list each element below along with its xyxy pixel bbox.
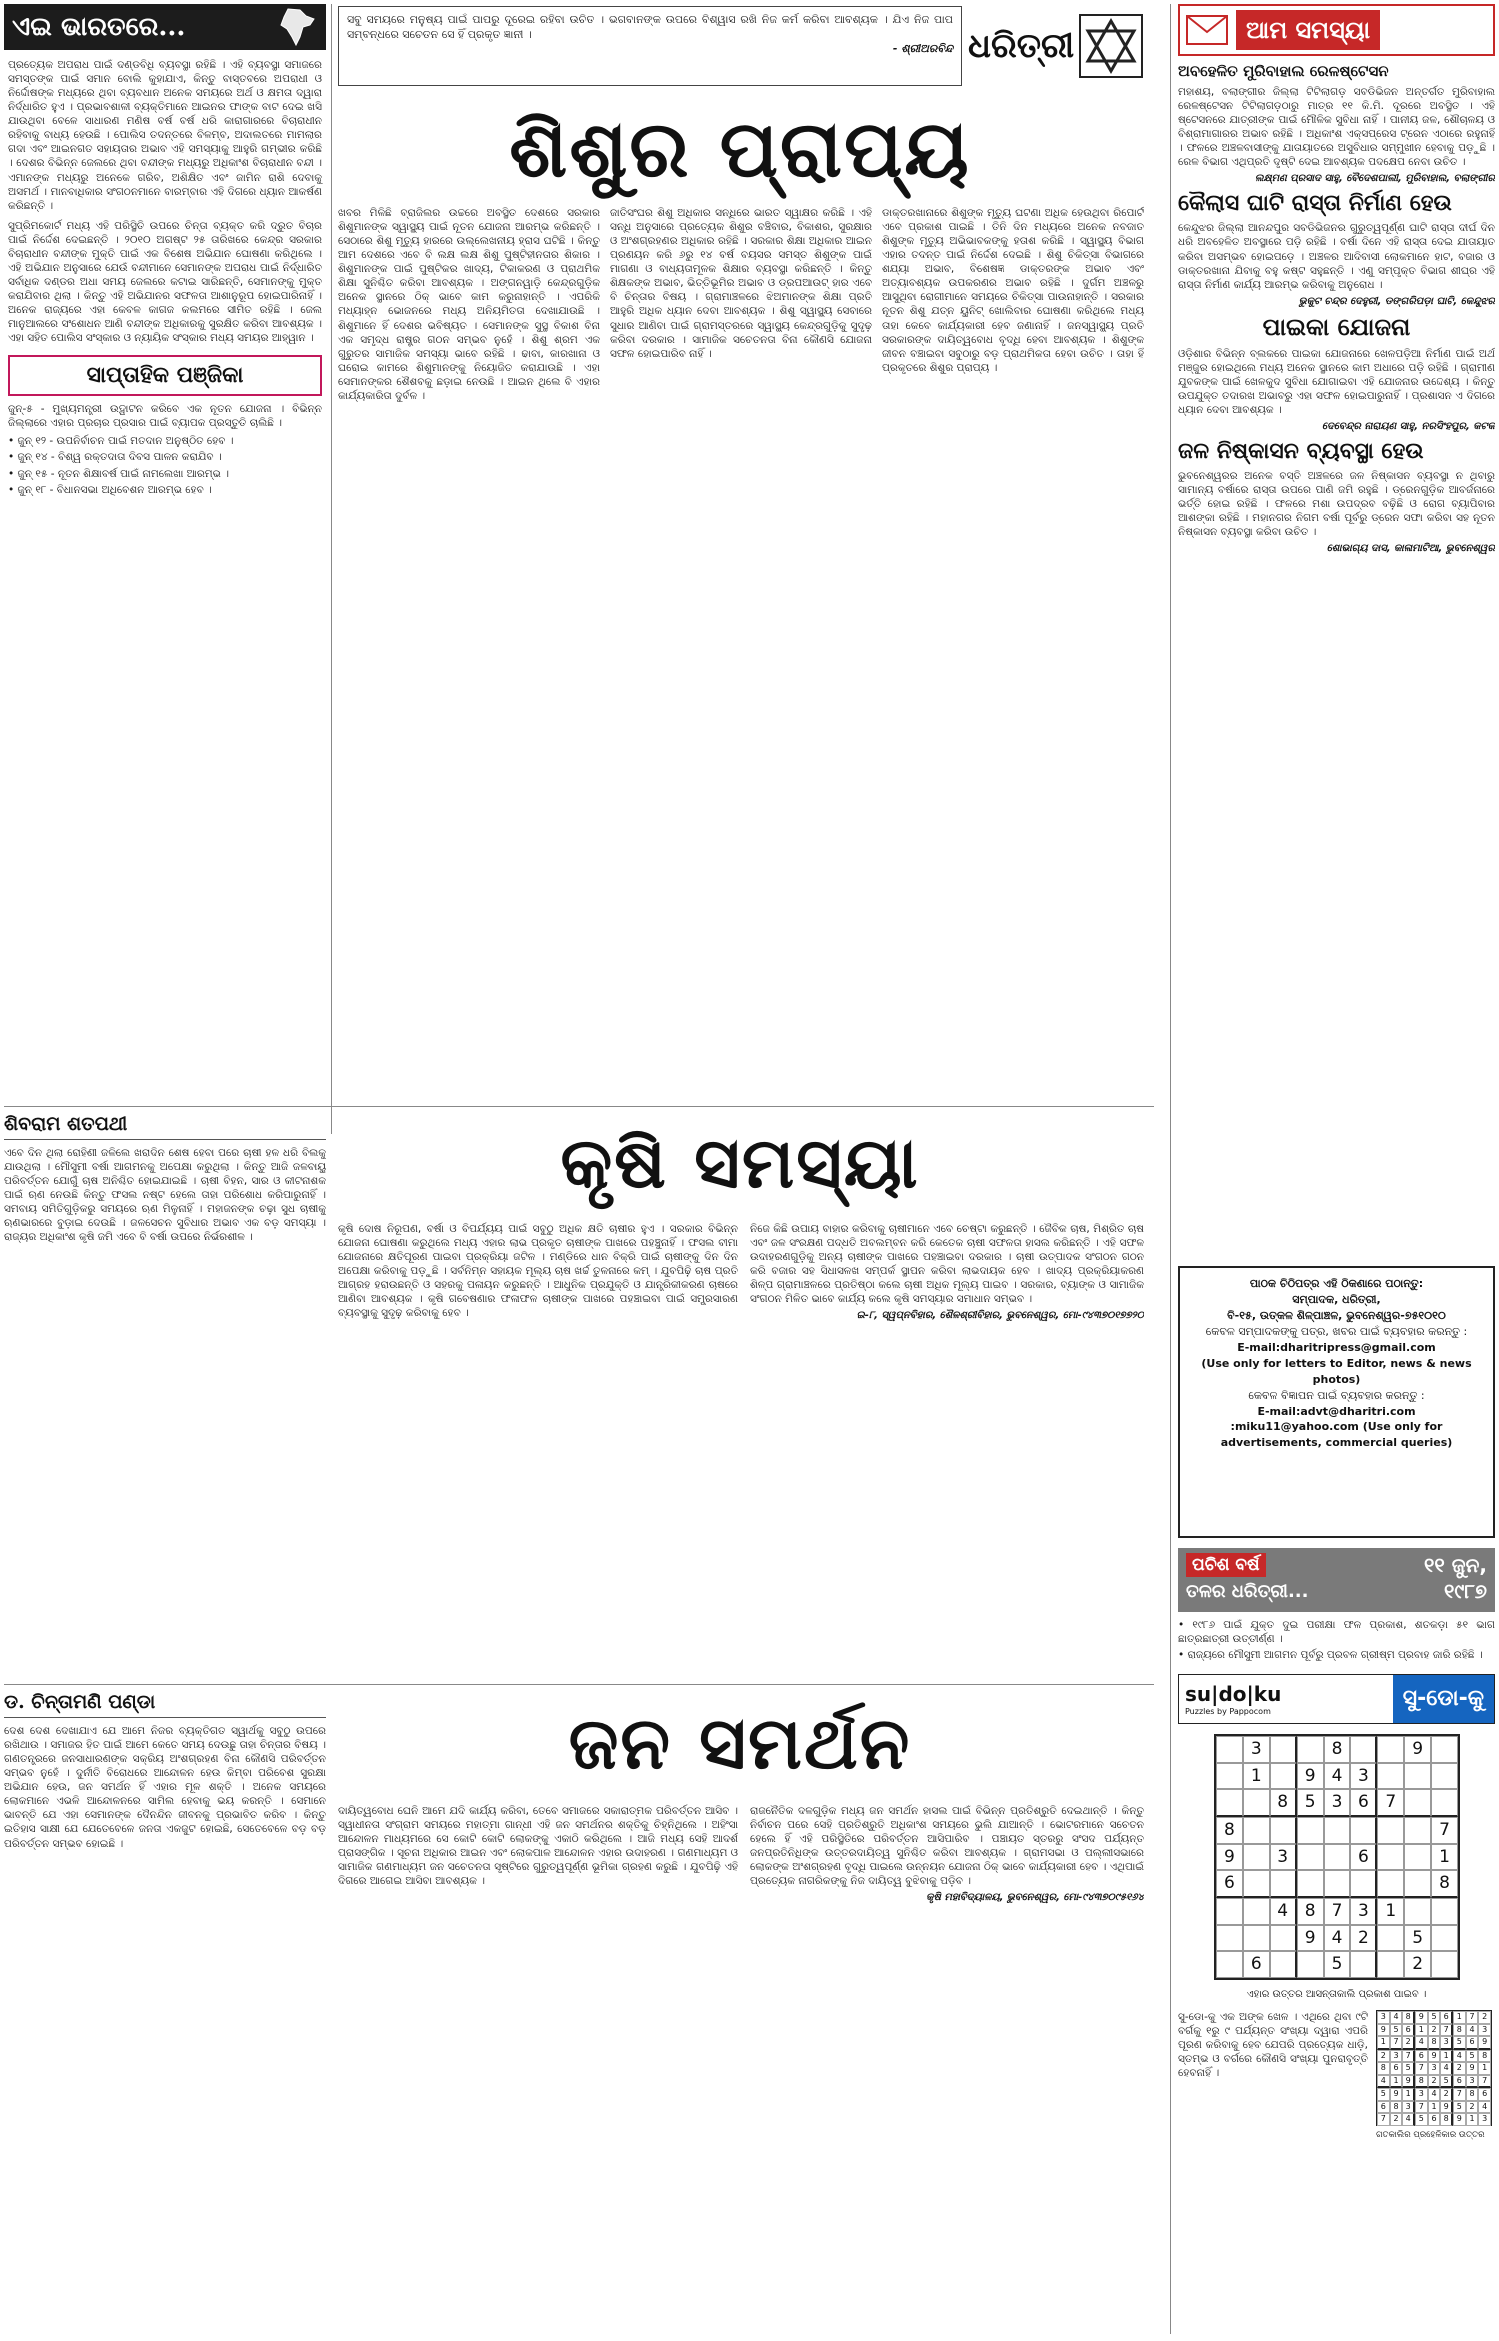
sudoku-cell [1297, 1736, 1324, 1763]
sudoku-cell: 3 [1350, 1763, 1377, 1790]
sudoku-solution-grid [1376, 2010, 1492, 2126]
sudoku-cell [1270, 1736, 1297, 1763]
sudoku-cell: 3 [1440, 2036, 1453, 2050]
sudoku-cell: 3 [1350, 1898, 1377, 1925]
sudoku-cell [1243, 1789, 1270, 1817]
sudoku-cell: 6 [1390, 2062, 1403, 2075]
sudoku-cell: 8 [1390, 2101, 1403, 2114]
sudoku-cell: 2 [1478, 2011, 1491, 2024]
sudoku-cell: 4 [1377, 2075, 1390, 2089]
sudoku-cell: 8 [1324, 1736, 1351, 1763]
sudoku-cell: 8 [1453, 2024, 1466, 2037]
left-header-title: ଏଇ ଭାରତରେ... [12, 11, 186, 42]
top-quote-text: ସବୁ ସମୟରେ ମନୁଷ୍ୟ ପାଇଁ ପାପରୁ ଦୂରେଇ ରହିବା ଉଚିତ । ଭଗବାନଙ୍କ ଉପରେ ବିଶ୍ୱାସ ରଖି ନିଜ କର୍ମ କରିବା ଆବଶ୍ୟକ । ଯିଏ ନିଜ ପାପ ସମ୍ବନ୍ଧରେ ସଚେତନ ସେ ହିଁ ପ୍ରକୃତ ଜ୍ଞାନୀ । [347, 13, 953, 41]
sudoku-cell: 7 [1478, 2075, 1491, 2089]
sudoku-cell: 1 [1466, 2113, 1479, 2126]
sudoku-cell: 7 [1466, 2011, 1479, 2024]
sudoku-cell [1243, 1870, 1270, 1898]
editorial-3-address: କୃଷି ମହାବିଦ୍ୟାଳୟ, ଭୁବନେଶ୍ୱର, ମୋ-୯୪୩୭୦୯୫୧୬୪ [926, 1892, 1144, 1904]
sudoku-cell: 9 [1390, 2088, 1403, 2101]
envelope-icon [1186, 15, 1228, 45]
sudoku-cell: 8 [1270, 1789, 1297, 1817]
sudoku-cell [1243, 1898, 1270, 1925]
sudoku-cell: 9 [1404, 1736, 1431, 1763]
sudoku-cell: 6 [1478, 2088, 1491, 2101]
sudoku-cell: 9 [1377, 2024, 1390, 2037]
sudoku-title-local: ସୁ-ଡୋ-କୁ [1393, 1675, 1494, 1723]
sudoku-cell [1377, 1844, 1404, 1871]
letter-sign: ଦେବେନ୍ଦ୍ର ନାରାୟଣ ସାହୁ, ନରସିଂହପୁର, କଟକ [1322, 420, 1495, 432]
sudoku-cell [1431, 1898, 1458, 1925]
aam-samasya-header [1178, 4, 1495, 56]
sudoku-cell: 3 [1324, 1789, 1351, 1817]
sudoku-cell [1431, 1951, 1458, 1978]
editorial-2-address: ଇ-୮, ସ୍ୱପ୍ନବିହାର, ଶୈଳଶ୍ରୀବିହାର, ଭୁବନେଶ୍ୱର, ମୋ-୯୪୩୭୦୧୭୭୨୦ [856, 1310, 1144, 1322]
sudoku-cell: 8 [1478, 2050, 1491, 2063]
letter-body: ଭୁବନେଶ୍ୱରର ଅନେକ ବସ୍ତି ଅଞ୍ଚଳରେ ଜଳ ନିଷ୍କାସନ ବ୍ୟବସ୍ଥା ନ ଥିବାରୁ ସାମାନ୍ୟ ବର୍ଷାରେ ରାସ୍ତା ଉପରେ ପାଣି ଜମି ରହୁଛି । ଡ୍ରେନଗୁଡ଼ିକ ଆବର୍ଜନାରେ ଭର୍ତ୍ତି ହୋଇ ରହିଛି । ଫଳରେ ମଶା ଉପଦ୍ରବ ବଢ଼ିଛି ଓ ରୋଗ ବ୍ୟାପିବାର ଆଶଙ୍କା ରହିଛି । ମହାନଗର ନିଗମ ବର୍ଷା ପୂର୍ବରୁ ଡ୍ରେନ ସଫା କରିବା ସହ ନୂତନ ନିଷ୍କାସନ ବ୍ୟବସ୍ଥା କରିବା ଉଚିତ । [1178, 470, 1495, 539]
sudoku-cell: 3 [1377, 2011, 1390, 2024]
sudoku-cell: 9 [1297, 1763, 1324, 1790]
panjika-intro: ଜୁନ୍-୫ - ମୁଖ୍ୟମନ୍ତ୍ରୀ ଉଦ୍ଘାଟନ କରିବେ ଏକ ନୂତନ ଯୋଜନା । ବିଭିନ୍ନ ଜିଲ୍ଲାରେ ଏହାର ପ୍ରଚାର ପ୍ରସାର ପାଇଁ ବ୍ୟାପକ ପ୍ରସ୍ତୁତି ଚାଲିଛି । [8, 403, 322, 430]
sudoku-cell: 6 [1415, 2050, 1428, 2063]
sudoku-cell: 5 [1466, 2050, 1479, 2063]
sudoku-cell: 7 [1440, 2024, 1453, 2037]
sudoku-cell [1243, 1844, 1270, 1871]
sudoku-cell: 6 [1402, 2024, 1415, 2037]
sudoku-cell: 8 [1428, 2036, 1441, 2050]
sudoku-cell: 2 [1390, 2113, 1403, 2126]
sudoku-cell: 3 [1270, 1844, 1297, 1871]
sudoku-cell: 3 [1243, 1736, 1270, 1763]
anniversary-item: • ରାଜ୍ୟରେ ମୌସୁମୀ ଆଗମନ ପୂର୍ବରୁ ପ୍ରବଳ ଗ୍ରୀଷ୍ମ ପ୍ରବାହ ଜାରି ରହିଛି । [1178, 1649, 1483, 1662]
sudoku-cell: 4 [1428, 2088, 1441, 2101]
sudoku-cell [1297, 1817, 1324, 1844]
sudoku-cell [1377, 1817, 1404, 1844]
sudoku-cell: 9 [1440, 2101, 1453, 2114]
sudoku-cell: 1 [1243, 1763, 1270, 1790]
contact-email[interactable]: :miku11@yahoo.com (Use only for advertisements, commercial queries) [1220, 1420, 1453, 1450]
editorial-3-author [4, 1690, 326, 1718]
sudoku-cell: 9 [1297, 1925, 1324, 1952]
sudoku-cell: 5 [1453, 2036, 1466, 2050]
sudoku-cell: 1 [1415, 2024, 1428, 2037]
sudoku-cell: 5 [1390, 2024, 1403, 2037]
sudoku-cell: 8 [1297, 1898, 1324, 1925]
editorial-3-col-c-wrap [750, 1804, 1144, 2334]
sudoku-cell [1243, 1925, 1270, 1952]
sudoku-cell: 2 [1453, 2062, 1466, 2075]
divider-right [1170, 4, 1171, 2334]
sudoku-cell [1404, 1763, 1431, 1790]
sudoku-cell: 8 [1216, 1817, 1243, 1844]
sudoku-cell [1377, 1763, 1404, 1790]
sudoku-cell: 7 [1415, 2101, 1428, 2114]
sudoku-cell [1297, 1951, 1324, 1978]
masthead-name: ଧରିତ୍ରୀ [968, 25, 1075, 66]
sudoku-cell: 3 [1478, 2113, 1491, 2126]
sudoku-cell [1324, 1817, 1351, 1844]
sudoku-cell: 2 [1350, 1925, 1377, 1952]
sudoku-cell: 1 [1431, 1844, 1458, 1871]
sudoku-header [1178, 1674, 1495, 1724]
sudoku-cell: 5 [1404, 1925, 1431, 1952]
sudoku-cell [1377, 1870, 1404, 1898]
contact-email[interactable]: E-mail:advt@dharitri.com [1257, 1404, 1416, 1418]
editorial-2-col-b: କୃଷି ଦୋଷ ନିରୂପଣ, ବର୍ଷା ଓ ବିପର୍ଯ୍ୟୟ ପାଇଁ ସବୁଠୁ ଅଧିକ କ୍ଷତି ଚାଷୀର ହୁଏ । ସରକାର ବିଭିନ୍ନ ଯୋଜନା ଘୋଷଣା କରୁଥିଲେ ମଧ୍ୟ ଏହାର ଲାଭ ପ୍ରକୃତ ଚାଷୀଙ୍କ ପାଖରେ ପହଞ୍ଚୁନାହିଁ । ଫସଲ ବୀମା ଯୋଜନାରେ କ୍ଷତିପୂରଣ ପାଇବା ପ୍ରକ୍ରିୟା ଜଟିଳ । ମଣ୍ଡିରେ ଧାନ ବିକ୍ରି ପାଇଁ ଚାଷୀଙ୍କୁ ଦିନ ଦିନ ଅପେକ୍ଷା କରିବାକୁ ପଡ଼ୁଛି । ସର୍ବନିମ୍ନ ସହାୟକ ମୂଲ୍ୟ ଚାଷ ଖର୍ଚ୍ଚ ତୁଳନାରେ କମ୍ । ଯୁବପିଢ଼ି ଚାଷ ପ୍ରତି ଆଗ୍ରହ ହରାଉଛନ୍ତି ଓ ସହରକୁ ପଳାୟନ କରୁଛନ୍ତି । ଆଧୁନିକ ପ୍ରଯୁକ୍ତି ଓ ଯାନ୍ତ୍ରିକୀକରଣ ଚାଷରେ ଆଣିବା ଆବଶ୍ୟକ । କୃଷି ଗବେଷଣାର ଫଳାଫଳ ଚାଷୀଙ୍କ ପାଖରେ ପହଞ୍ଚାଇବା ପାଇଁ ସମ୍ପ୍ରସାରଣ ବ୍ୟବସ୍ଥାକୁ ସୁଦୃଢ଼ କରିବାକୁ ହେବ । [338, 1223, 738, 1320]
sudoku-cell: 7 [1390, 2036, 1403, 2050]
sudoku-cell: 2 [1377, 2050, 1390, 2063]
top-quote-author: - ଶ୍ରୀଅରବିନ୍ଦ [892, 42, 953, 56]
letter-body: ଓଡ଼ିଶାର ବିଭିନ୍ନ ବ୍ଲକରେ ପାଇକା ଯୋଜନାରେ ଖେଳପଡ଼ିଆ ନିର୍ମାଣ ପାଇଁ ଅର୍ଥ ମଞ୍ଜୁର ହୋଇଥିଲେ ମଧ୍ୟ ଅନେକ ସ୍ଥାନରେ କାମ ଅଧାରେ ପଡ଼ି ରହିଛି । ଗ୍ରାମୀଣ ଯୁବକଙ୍କ ପାଇଁ ଖେଳକୁଦ ସୁବିଧା ଯୋଗାଇବା ଏହି ଯୋଜନାର ଉଦ୍ଦେଶ୍ୟ । କିନ୍ତୁ ଉପଯୁକ୍ତ ତଦାରଖ ଅଭାବରୁ ଏହା ସଫଳ ହୋଇପାରୁନାହିଁ । ପ୍ରଶାସନ ଏ ଦିଗରେ ଧ୍ୟାନ ଦେବା ଆବଶ୍ୟକ । [1178, 347, 1495, 416]
sudoku-cell: 6 [1243, 1951, 1270, 1978]
sudoku-cell [1270, 1763, 1297, 1790]
editorial-2-headline: କୃଷି ସମସ୍ୟା [560, 1121, 920, 1204]
sudoku-cell [1270, 1817, 1297, 1844]
anniversary-banner [1178, 1548, 1495, 1612]
left-paragraph-1: ପ୍ରତ୍ୟେକ ଅପରାଧ ପାଇଁ ଦଣ୍ଡବିଧି ବ୍ୟବସ୍ଥା ରହିଛି । ଏହି ବ୍ୟବସ୍ଥା ସମାଜରେ ସମସ୍ତଙ୍କ ପାଇଁ ସମାନ ବୋଲି କୁହାଯାଏ, କିନ୍ତୁ ବାସ୍ତବରେ ଅପରାଧୀ ଓ ନିର୍ଦ୍ଦୋଷଙ୍କ ମଧ୍ୟରେ ଥିବା ବ୍ୟବଧାନ ଅନେକ ସମୟରେ ଅର୍ଥ ଓ କ୍ଷମତା ଦ୍ୱାରା ନିର୍ଦ୍ଧାରିତ ହୁଏ । ପ୍ରଭାବଶାଳୀ ବ୍ୟକ୍ତିମାନେ ଆଇନର ଫାଙ୍କ ବାଟ ଦେଇ ଖସି ଯାଉଥିବା ବେଳେ ସାଧାରଣ ମଣିଷ ବର୍ଷ ବର୍ଷ ଧରି କାରାଗାରରେ ବିଚାରାଧୀନ ରହିବାକୁ ବାଧ୍ୟ ହେଉଛି । ପୋଲିସ ତଦନ୍ତରେ ବିଳମ୍ବ, ଅଦାଲତରେ ମାମଲାର ଗଦା ଏବଂ ଆଇନଗତ ସହାୟତାର ଅଭାବ ଏହି ସମସ୍ୟାକୁ ଆହୁରି ଗମ୍ଭୀର କରିଛି । ଦେଶର ବିଭିନ୍ନ ଜେଲରେ ଥିବା ବନ୍ଦୀଙ୍କ ମଧ୍ୟରୁ ଅଧିକାଂଶ ବିଚାରାଧୀନ ବନ୍ଦୀ । ଏମାନଙ୍କ ମଧ୍ୟରୁ ଅନେକେ ଗରିବ, ଅଶିକ୍ଷିତ ଏବଂ ଜାମିନ ରାଶି ଦେବାକୁ ଅସମର୍ଥ । ମାନବାଧିକାର ସଂଗଠନମାନେ ବାରମ୍ବାର ଏହି ଦିଗରେ ଧ୍ୟାନ ଆକର୍ଷଣ କରିଛନ୍ତି । [8, 59, 322, 212]
anniversary-date: ୧୧ ଜୁନ, [1423, 1553, 1487, 1577]
sudoku-cell: 6 [1350, 1844, 1377, 1871]
letter-sign: ଶୋଭାଗ୍ୟ ଦାସ, କାଳାମାଟିଆ, ଭୁବନେଶ୍ୱର [1326, 543, 1495, 555]
letter-title: ପାଇକା ଯୋଜନା [1262, 312, 1411, 341]
sudoku-cell: 1 [1440, 2050, 1453, 2063]
sudoku-cell: 5 [1297, 1789, 1324, 1817]
sudoku-cell [1216, 1951, 1243, 1978]
sudoku-cell [1431, 1736, 1458, 1763]
panjika-item: • ଜୁନ୍ ୧୮ - ବିଧାନସଭା ଅଧିବେଶନ ଆରମ୍ଭ ହେବ । [8, 483, 212, 496]
sudoku-cell [1377, 1736, 1404, 1763]
sudoku-cell: 4 [1390, 2011, 1403, 2024]
editorial-3-col-c: ରାଜନୈତିକ ଦଳଗୁଡ଼ିକ ମଧ୍ୟ ଜନ ସମର୍ଥନ ହାସଲ ପାଇଁ ବିଭିନ୍ନ ପ୍ରତିଶ୍ରୁତି ଦେଇଥାନ୍ତି । କିନ୍ତୁ ନିର୍ବାଚନ ପରେ ସେହି ପ୍ରତିଶ୍ରୁତି ଅଧିକାଂଶ ସମୟରେ ଭୁଲି ଯାଆନ୍ତି । ଭୋଟରମାନେ ସଚେତନ ହେଲେ ହିଁ ଏହି ପରିସ୍ଥିତିରେ ପରିବର୍ତ୍ତନ ଆସିପାରିବ । ପଞ୍ଚାୟତ ସ୍ତରରୁ ସଂସଦ ପର୍ଯ୍ୟନ୍ତ ଜନପ୍ରତିନିଧିଙ୍କ ଉତ୍ତରଦାୟିତ୍ୱ ସୁନିଶ୍ଚିତ କରିବା ଆବଶ୍ୟକ । ଗ୍ରାମସଭା ଓ ପଲ୍ଲୀସଭାରେ ଲୋକଙ୍କ ଅଂଶଗ୍ରହଣ ବୃଦ୍ଧି ପାଇଲେ ଉନ୍ନୟନ ଯୋଜନା ଠିକ୍ ଭାବେ କାର୍ଯ୍ୟକାରୀ ହେବ । ଏଥିପାଇଁ ପ୍ରତ୍ୟେକ ନାଗରିକଙ୍କୁ ନିଜ ଦାୟିତ୍ୱ ବୁଝିବାକୁ ପଡ଼ିବ । [750, 1805, 1144, 1888]
editorial-2-col-c: ନିଜେ କିଛି ଉପାୟ ବାହାର କରିବାକୁ ଚାଷୀମାନେ ଏବେ ଚେଷ୍ଟା କରୁଛନ୍ତି । ଜୈବିକ ଚାଷ, ମିଶ୍ରିତ ଚାଷ ଏବଂ ଜଳ ସଂରକ୍ଷଣ ପଦ୍ଧତି ଅବଲମ୍ବନ କରି କେତେକ ଚାଷୀ ସଫଳତା ହାସଲ କରିଛନ୍ତି । ଏହି ସଫଳ ଉଦାହରଣଗୁଡ଼ିକୁ ଅନ୍ୟ ଚାଷୀଙ୍କ ପାଖରେ ପହଞ୍ଚାଇବା ଦରକାର । ଚାଷୀ ଉତ୍ପାଦକ ସଂଗଠନ ଗଠନ କରି ବଜାର ସହ ସିଧାସଳଖ ସମ୍ପର୍କ ସ୍ଥାପନ କରିବା ଲାଭଦାୟକ ହେବ । ଖାଦ୍ୟ ପ୍ରକ୍ରିୟାକରଣ ଶିଳ୍ପ ଗ୍ରାମାଞ୍ଚଳରେ ପ୍ରତିଷ୍ଠା କଲେ ଚାଷୀ ଅଧିକ ମୂଲ୍ୟ ପାଇବ । ସରକାର, ବ୍ୟାଙ୍କ ଓ ସାମାଜିକ ସଂଗଠନ ମିଳିତ ଭାବେ କାର୍ଯ୍ୟ କଲେ କୃଷି ସମସ୍ୟାର ସମାଧାନ ସମ୍ଭବ । [750, 1223, 1144, 1306]
sudoku-cell: 2 [1440, 2088, 1453, 2101]
anniversary-sub: ତଳର ଧରିତ୍ରୀ... [1186, 1580, 1309, 1602]
anniversary-item: • ୧୯୮୬ ପାଇଁ ଯୁକ୍ତ ଦୁଇ ପରୀକ୍ଷା ଫଳ ପ୍ରକାଶ, ଶତକଡ଼ା ୫୧ ଭାଗ ଛାତ୍ରଛାତ୍ରୀ ଉତ୍ତୀର୍ଣ୍ଣ । [1178, 1619, 1495, 1646]
sudoku-cell [1270, 1925, 1297, 1952]
sudoku-cell [1243, 1817, 1270, 1844]
sudoku-cell: 1 [1390, 2075, 1403, 2089]
panjika-title: ସାପ୍ତାହିକ ପଞ୍ଜିକା [86, 362, 244, 389]
sudoku-cell: 6 [1350, 1789, 1377, 1817]
sudoku-cell [1350, 1817, 1377, 1844]
sudoku-cell [1404, 1870, 1431, 1898]
sudoku-cell: 9 [1402, 2075, 1415, 2089]
sudoku-cell: 3 [1466, 2075, 1479, 2089]
sudoku-cell: 7 [1377, 1789, 1404, 1817]
anniversary-items [1178, 1618, 1495, 1664]
sudoku-cell: 3 [1415, 2088, 1428, 2101]
divider-left [331, 4, 332, 1134]
right-column [1178, 4, 1495, 2338]
editorial-2-author [4, 1112, 326, 1140]
sudoku-cell [1324, 1870, 1351, 1898]
sudoku-cell: 5 [1402, 2062, 1415, 2075]
sudoku-cell: 4 [1415, 2036, 1428, 2050]
sudoku-cell: 4 [1440, 2062, 1453, 2075]
sudoku-cell [1404, 1844, 1431, 1871]
sudoku-cell [1431, 1763, 1458, 1790]
sudoku-cell: 6 [1453, 2075, 1466, 2089]
panjika-title-box [8, 355, 322, 396]
sudoku-cell [1297, 1870, 1324, 1898]
left-column [4, 4, 326, 1132]
editorial-3-col-b: ଦାୟିତ୍ୱବୋଧ ଘେନି ଆମେ ଯଦି କାର୍ଯ୍ୟ କରିବା, ତେବେ ସମାଜରେ ସକାରାତ୍ମକ ପରିବର୍ତ୍ତନ ଆସିବ । ସ୍ୱାଧୀନତା ସଂଗ୍ରାମ ସମୟରେ ମହାତ୍ମା ଗାନ୍ଧୀ ଏହି ଜନ ସମର୍ଥନର ଶକ୍ତିକୁ ଚିହ୍ନିଥିଲେ । ଅହିଂସା ଆନ୍ଦୋଳନ ମାଧ୍ୟମରେ ସେ କୋଟି କୋଟି ଲୋକଙ୍କୁ ଏକାଠି କରିଥିଲେ । ଆଜି ମଧ୍ୟ ସେହି ଆଦର୍ଶ ପ୍ରାସଙ୍ଗିକ । ସୂଚନା ଅଧିକାର ଆଇନ ଏବଂ ଲୋକପାଳ ଆନ୍ଦୋଳନ ଏହାର ଉଦାହରଣ । ଗଣମାଧ୍ୟମ ଓ ସାମାଜିକ ଗଣମାଧ୍ୟମ ଜନ ସଚେତନତା ସୃଷ୍ଟିରେ ଗୁରୁତ୍ୱପୂର୍ଣ୍ଣ ଭୂମିକା ଗ୍ରହଣ କରୁଛି । ଯୁବପିଢ଼ି ଏହି ଦିଗରେ ଆଗେଇ ଆସିବା ଆବଶ୍ୟକ । [338, 1805, 738, 1888]
sudoku-cell: 5 [1377, 2088, 1390, 2101]
sudoku-cell: 6 [1440, 2011, 1453, 2024]
sudoku-solution-wrap [1376, 2010, 1495, 2141]
editorial-3-author-name: ଡ. ଚିନ୍ତାମଣି ପଣ୍ଡା [4, 1691, 156, 1713]
panjika-item: • ଜୁନ୍ ୧୪ - ବିଶ୍ୱ ରକ୍ତଦାତା ଦିବସ ପାଳନ କରାଯିବ । [8, 451, 222, 464]
sudoku-brand: su|do|ku [1185, 1681, 1282, 1706]
contact-line: ପାଠକ ଚିଠିପତ୍ର ଏହି ଠିକଣାରେ ପଠାନ୍ତୁ: [1249, 1277, 1424, 1290]
sudoku-cell [1216, 1789, 1243, 1817]
sudoku-cell: 8 [1466, 2088, 1479, 2101]
sudoku-cell: 3 [1390, 2050, 1403, 2063]
contact-note: (Use only for letters to Editor, news & news photos) [1201, 1356, 1472, 1386]
sudoku-cell [1431, 1925, 1458, 1952]
sudoku-cell [1324, 1844, 1351, 1871]
contact-line: କେବଳ ବିଜ୍ଞାପନ ପାଇଁ ବ୍ୟବହାର କରନ୍ତୁ : [1248, 1388, 1425, 1402]
sudoku-cell: 6 [1466, 2036, 1479, 2050]
editorial-1-col-a: ଖବର ମିଳିଛି ବ୍ରାଜିଲର ଉଚ୍ଚରେ ଅବସ୍ଥିତ ଦେଶରେ ସରକାର ଶିଶୁମାନଙ୍କ ସ୍ୱାସ୍ଥ୍ୟ ପାଇଁ ନୂତନ ଯୋଜନା ଆରମ୍ଭ କରିଛନ୍ତି । ସେଠାରେ ଶିଶୁ ମୃତ୍ୟୁ ହାରରେ ଉଲ୍ଲେଖନୀୟ ହ୍ରାସ ଘଟିଛି । କିନ୍ତୁ ଆମ ଦେଶରେ ଏବେ ବି ଲକ୍ଷ ଲକ୍ଷ ଶିଶୁ ପୁଷ୍ଟିହୀନତାର ଶିକାର । ଶିଶୁମାନଙ୍କ ପାଇଁ ପୁଷ୍ଟିକର ଖାଦ୍ୟ, ଟିକାକରଣ ଓ ପ୍ରାଥମିକ ଶିକ୍ଷା ସୁନିଶ୍ଚିତ କରିବା ଆବଶ୍ୟକ । ଅଙ୍ଗନୱାଡ଼ି କେନ୍ଦ୍ରଗୁଡ଼ିକ ଅନେକ ସ୍ଥାନରେ ଠିକ୍ ଭାବେ କାମ କରୁନାହାନ୍ତି । ଏପରିକି ମଧ୍ୟାହ୍ନ ଭୋଜନରେ ମଧ୍ୟ ଅନିୟମିତତା ଦେଖାଯାଉଛି । ଶିଶୁମାନେ ହିଁ ଦେଶର ଭବିଷ୍ୟତ । ସେମାନଙ୍କ ସୁସ୍ଥ ବିକାଶ ବିନା ଏକ ସମୃଦ୍ଧ ରାଷ୍ଟ୍ର ଗଠନ ସମ୍ଭବ ନୁହେଁ । ଶିଶୁ ଶ୍ରମ ଏକ ଗୁରୁତର ସାମାଜିକ ସମସ୍ୟା ଭାବେ ରହିଛି । ଢାବା, କାରଖାନା ଓ ଘରୋଇ କାମରେ ଶିଶୁମାନଙ୍କୁ ନିୟୋଜିତ କରାଯାଉଛି । ଏହା ସେମାନଙ୍କର ଶୈଶବକୁ ଛଡ଼ାଇ ନେଉଛି । ଆଇନ ଥିଲେ ବି ଏହାର କାର୍ଯ୍ୟକାରିତା ଦୁର୍ବଳ । [338, 207, 600, 402]
left-header [4, 4, 326, 50]
editorial-2-col-a: ଏବେ ଦିନ ଥିଲା ରୋହିଣୀ ଜଳିଲେ ଖରାଦିନ ଶେଷ ହେବା ପରେ ଚାଷୀ ହଳ ଧରି ବିଲକୁ ଯାଉଥିଲା । ମୌସୁମୀ ବର୍ଷା ଆଗମନକୁ ଅପେକ୍ଷା କରୁଥିଲା । କିନ୍ତୁ ଆଜି ଜଳବାୟୁ ପରିବର୍ତ୍ତନ ଯୋଗୁଁ ଚାଷ ଅନିଶ୍ଚିତ ହୋଇଯାଇଛି । ଚାଷୀ ବିହନ, ସାର ଓ କୀଟନାଶକ ପାଇଁ ଋଣ ନେଉଛି କିନ୍ତୁ ଫସଲ ନଷ୍ଟ ହେଲେ ତାହା ପରିଶୋଧ କରିପାରୁନାହିଁ । ସମବାୟ ସମିତିଗୁଡ଼ିକରୁ ସମୟରେ ଋଣ ମିଳୁନାହିଁ । ମହାଜନଙ୍କ ଚଢ଼ା ସୁଧ ଚାଷୀକୁ ଋଣଭାରରେ ବୁଡ଼ାଇ ଦେଉଛି । ଜଳସେଚନ ସୁବିଧାର ଅଭାବ ଏକ ବଡ଼ ସମସ୍ୟା । ରାଜ୍ୟର ଅଧିକାଂଶ କୃଷି ଜମି ଏବେ ବି ବର୍ଷା ଉପରେ ନିର୍ଭରଶୀଳ । [4, 1147, 326, 1244]
sudoku-cell [1404, 1789, 1431, 1817]
editorial-1-col-c: ଡାକ୍ତରଖାନାରେ ଶିଶୁଙ୍କ ମୃତ୍ୟୁ ଘଟଣା ଅଧିକ ହେଉଥିବା ରିପୋର୍ଟ ଏବେ ପ୍ରକାଶ ପାଇଛି । ତିନି ଦିନ ମଧ୍ୟରେ ଅନେକ ନବଜାତ ଶିଶୁଙ୍କ ମୃତ୍ୟୁ ଅଭିଭାବକଙ୍କୁ ହତାଶ କରିଛି । ସ୍ୱାସ୍ଥ୍ୟ ବିଭାଗ ଏହାର ତଦନ୍ତ ପାଇଁ ନିର୍ଦ୍ଦେଶ ଦେଇଛି । ଶିଶୁ ଚିକିତ୍ସା ବିଭାଗରେ ଶଯ୍ୟା ଅଭାବ, ବିଶେଷଜ୍ଞ ଡାକ୍ତରଙ୍କ ଅଭାବ ଏବଂ ଅତ୍ୟାବଶ୍ୟକ ଉପକରଣର ଅଭାବ ରହିଛି । ଦୁର୍ଗମ ଅଞ୍ଚଳରୁ ଆସୁଥିବା ରୋଗୀମାନେ ସମୟରେ ଚିକିତ୍ସା ପାଉନାହାନ୍ତି । ସରକାର ନୂତନ ଶିଶୁ ଯତ୍ନ ୟୁନିଟ୍ ଖୋଲିବାର ଘୋଷଣା କରିଥିଲେ ମଧ୍ୟ ତାହା କେବେ କାର୍ଯ୍ୟକାରୀ ହେବ ଜଣାନାହିଁ । ଜନସ୍ୱାସ୍ଥ୍ୟ ପ୍ରତି ସରକାରଙ୍କ ଦାୟିତ୍ୱବୋଧ ବୃଦ୍ଧି ହେବା ଆବଶ୍ୟକ । ଶିଶୁଙ୍କ ଜୀବନ ବଞ୍ଚାଇବା ସବୁଠାରୁ ବଡ଼ ପ୍ରାଥମିକତା ହେବା ଉଚିତ । ତାହା ହିଁ ପ୍ରକୃତରେ ଶିଶୁର ପ୍ରାପ୍ୟ । [882, 207, 1144, 374]
sudoku-cell: 8 [1440, 2113, 1453, 2126]
sudoku-caption: ଏହାର ଉତ୍ତର ଆସନ୍ତାକାଲି ପ୍ରକାଶ ପାଇବ । [1246, 1989, 1427, 2000]
sudoku-cell [1377, 1925, 1404, 1952]
sudoku-cell: 5 [1324, 1951, 1351, 1978]
sudoku-cell: 7 [1377, 2113, 1390, 2126]
sudoku-cell: 4 [1453, 2050, 1466, 2063]
letter-4 [1178, 437, 1495, 556]
sudoku-cell: 7 [1415, 2062, 1428, 2075]
sudoku-cell [1404, 1898, 1431, 1925]
letter-body: ମହାଶୟ, ବଲାଙ୍ଗୀର ଜିଲ୍ଲା ଟିଟିଲାଗଡ଼ ସବଡିଭିଜନ ଅନ୍ତର୍ଗତ ମୁରିବାହାଲ ରେଳଷ୍ଟେସନ ଟିଟିଲାଗଡ଼ଠାରୁ ମାତ୍ର ୧୧ କି.ମି. ଦୂରରେ ଅବସ୍ଥିତ । ଏହି ଷ୍ଟେସନରେ ଯାତ୍ରୀଙ୍କ ପାଇଁ ମୌଳିକ ସୁବିଧା ନାହିଁ । ପାନୀୟ ଜଳ, ଶୌଚାଳୟ ଓ ବିଶ୍ରାମାଗାରର ଅଭାବ ରହିଛି । ଅଧିକାଂଶ ଏକ୍ସପ୍ରେସ ଟ୍ରେନ ଏଠାରେ ରହୁନାହିଁ । ଫଳରେ ଅଞ୍ଚଳବାସୀଙ୍କୁ ଯାତାୟାତରେ ଅସୁବିଧାର ସମ୍ମୁଖୀନ ହେବାକୁ ପଡ଼ୁଛି । ରେଳ ବିଭାଗ ଏଥିପ୍ରତି ଦୃଷ୍ଟି ଦେଇ ଆବଶ୍ୟକ ପଦକ୍ଷେପ ନେବା ଉଚିତ । [1178, 85, 1495, 169]
sudoku-cell: 5 [1415, 2113, 1428, 2126]
letter-title: କୈଲାସ ଘାଟି ରାସ୍ତା ନିର୍ମାଣ ହେଉ [1178, 191, 1452, 217]
sudoku-cell: 2 [1402, 2036, 1415, 2050]
sudoku-cell: 4 [1324, 1763, 1351, 1790]
sudoku-cell: 9 [1415, 2011, 1428, 2024]
sudoku-cell: 1 [1453, 2011, 1466, 2024]
sudoku-cell: 3 [1428, 2062, 1441, 2075]
sudoku-cell: 9 [1466, 2062, 1479, 2075]
sudoku-solution-label: ଗତକାଲିର ପ୍ରହେଳିକାର ଉତ୍ତର [1376, 2130, 1485, 2140]
sudoku-cell [1270, 1870, 1297, 1898]
editorial-2-col-c-wrap [750, 1222, 1144, 1682]
contact-box [1178, 1266, 1495, 1538]
sudoku-cell: 2 [1466, 2101, 1479, 2114]
sudoku-cell: 4 [1466, 2024, 1479, 2037]
contact-email[interactable]: E-mail:dharitripress@gmail.com [1237, 1340, 1436, 1354]
sudoku-cell: 9 [1428, 2050, 1441, 2063]
letter-title: ଅବହେଳିତ ମୁରିବାହାଲ ରେଳଷ୍ଟେସନ [1178, 62, 1389, 80]
sudoku-cell: 4 [1402, 2113, 1415, 2126]
sudoku-cell: 6 [1377, 2101, 1390, 2114]
editorial-3-col-a: ଦେଶ ଦେଶ ଦେଖାଯାଏ ଯେ ଆମେ ନିଜର ବ୍ୟକ୍ତିଗତ ସ୍ୱାର୍ଥକୁ ସବୁଠୁ ଉପରେ ରଖିଥାଉ । ସମାଜର ହିତ ପାଇଁ ଆମେ କେତେ ସମୟ ଦେଉଛୁ ତାହା ଚିନ୍ତାର ବିଷୟ । ଗଣତନ୍ତ୍ରରେ ଜନସାଧାରଣଙ୍କ ସକ୍ରିୟ ଅଂଶଗ୍ରହଣ ବିନା କୌଣସି ପରିବର୍ତ୍ତନ ସମ୍ଭବ ନୁହେଁ । ଦୁର୍ନୀତି ବିରୋଧରେ ଆନ୍ଦୋଳନ ହେଉ କିମ୍ବା ପରିବେଶ ସୁରକ୍ଷା ଅଭିଯାନ ହେଉ, ଜନ ସମର୍ଥନ ହିଁ ଏହାର ମୂଳ ଶକ୍ତି । ଅନେକ ସମୟରେ ଲୋକମାନେ ଏଭଳି ଆନ୍ଦୋଳନରେ ସାମିଲ ହେବାକୁ ଭୟ କରନ୍ତି । ସେମାନେ ଭାବନ୍ତି ଯେ ଏହା ସେମାନଙ୍କ ଦୈନନ୍ଦିନ ଜୀବନକୁ ପ୍ରଭାବିତ କରିବ । କିନ୍ତୁ ଇତିହାସ ସାକ୍ଷୀ ଯେ ଯେତେବେଳେ ଜନତା ଏକଜୁଟ ହୋଇଛି, ସେତେବେଳେ ବଡ଼ ବଡ଼ ପରିବର୍ତ୍ତନ ସମ୍ଭବ ହୋଇଛି । [4, 1725, 326, 1850]
sudoku-cell: 5 [1440, 2075, 1453, 2089]
sudoku-cell: 1 [1478, 2062, 1491, 2075]
contact-line: ବି-୧୫, ଉତ୍କଳ ଶିଳ୍ପାଞ୍ଚଳ, ଭୁବନେଶ୍ୱର-୭୫୧୦୧୦ [1227, 1308, 1446, 1322]
sudoku-cell [1350, 1951, 1377, 1978]
letter-1 [1178, 62, 1495, 185]
sudoku-cell [1350, 1870, 1377, 1898]
anniversary-top: ପଚିଶ ବର୍ଷ [1186, 1553, 1266, 1577]
editorial-1-col-b: ଜାତିସଂଘର ଶିଶୁ ଅଧିକାର ସନ୍ଧିରେ ଭାରତ ସ୍ୱାକ୍ଷର କରିଛି । ଏହି ସନ୍ଧି ଅନୁସାରେ ପ୍ରତ୍ୟେକ ଶିଶୁର ବଞ୍ଚିବାର, ବିକାଶର, ସୁରକ୍ଷାର ଓ ଅଂଶଗ୍ରହଣର ଅଧିକାର ରହିଛି । ସରକାର ଶିକ୍ଷା ଅଧିକାର ଆଇନ ପ୍ରଣୟନ କରି ୬ରୁ ୧୪ ବର୍ଷ ବୟସର ସମସ୍ତ ଶିଶୁଙ୍କ ପାଇଁ ମାଗଣା ଓ ବାଧ୍ୟତାମୂଳକ ଶିକ୍ଷାର ବ୍ୟବସ୍ଥା କରିଛନ୍ତି । କିନ୍ତୁ ଶିକ୍ଷକଙ୍କ ଅଭାବ, ଭିତ୍ତିଭୂମିର ଅଭାବ ଓ ଡ୍ରପଆଉଟ୍ ହାର ଏବେ ବି ଚିନ୍ତାର ବିଷୟ । ଗ୍ରାମାଞ୍ଚଳରେ ଝିଅମାନଙ୍କ ଶିକ୍ଷା ପ୍ରତି ଆହୁରି ଅଧିକ ଧ୍ୟାନ ଦେବା ଆବଶ୍ୟକ । ଶିଶୁ ସ୍ୱାସ୍ଥ୍ୟ ସେବାରେ ସୁଧାର ଆଣିବା ପାଇଁ ଗ୍ରାମସ୍ତରରେ ସ୍ୱାସ୍ଥ୍ୟ କେନ୍ଦ୍ରଗୁଡ଼ିକୁ ସୁଦୃଢ଼ କରିବା ଦରକାର । ସାମାଜିକ ସଚେତନତା ବିନା କୌଣସି ଯୋଜନା ସଫଳ ହୋଇପାରିବ ନାହିଁ । [610, 207, 872, 360]
sudoku-cell: 9 [1478, 2036, 1491, 2050]
sudoku-cell: 2 [1428, 2075, 1441, 2089]
sudoku-cell: 9 [1216, 1844, 1243, 1871]
sudoku-cell [1216, 1925, 1243, 1952]
letter-sign: ଲକ୍ଷ୍ମଣ ପ୍ରସାଦ ସାହୁ, ବୈଦେଶପାଲୀ, ମୁରିବାହାଲ, ବଲାଙ୍ଗୀର [1254, 173, 1495, 185]
sudoku-cell: 1 [1377, 2036, 1390, 2050]
sudoku-cell [1270, 1951, 1297, 1978]
sudoku-cell: 4 [1324, 1925, 1351, 1952]
sudoku-cell: 8 [1377, 2062, 1390, 2075]
sudoku-cell: 4 [1478, 2101, 1491, 2114]
letter-sign: ଭୁକୁଟ ଚନ୍ଦ୍ର ଦେହୁରୀ, ଡଙ୍ଗରିପଡ଼ା ଘାଟି, କେନ୍ଦୁଝର [1298, 295, 1495, 307]
editorial-2-author-name: ଶିବରାମ ଶତପଥୀ [4, 1113, 128, 1135]
anniversary-year: ୧୯୮୭ [1443, 1579, 1487, 1604]
sudoku-cell: 8 [1402, 2011, 1415, 2024]
panjika-item: • ଜୁନ୍ ୧୫ - ନୂତନ ଶିକ୍ଷାବର୍ଷ ପାଇଁ ନାମଲେଖା ଆରମ୍ଭ । [8, 467, 229, 480]
sudoku-cell [1216, 1898, 1243, 1925]
masthead-star-icon [1078, 13, 1144, 79]
sudoku-cell: 1 [1428, 2101, 1441, 2114]
sudoku-cell: 6 [1216, 1870, 1243, 1898]
sudoku-cell [1431, 1789, 1458, 1817]
letter-title: ଜଳ ନିଷ୍କାସନ ବ୍ୟବସ୍ଥା ହେଉ [1178, 439, 1424, 465]
sudoku-cell [1350, 1736, 1377, 1763]
editorial-1-headline: ଶିଶୁର ପ୍ରାପ୍ୟ [509, 104, 971, 195]
divider-mid-2 [4, 1684, 1154, 1685]
sudoku-cell: 7 [1431, 1817, 1458, 1844]
sudoku-cell: 8 [1431, 1870, 1458, 1898]
sudoku-grid [1214, 1734, 1460, 1980]
sudoku-cell [1297, 1844, 1324, 1871]
sudoku-cell [1216, 1736, 1243, 1763]
letter-3 [1178, 312, 1495, 433]
sudoku-cell: 4 [1270, 1898, 1297, 1925]
sudoku-cell: 3 [1402, 2101, 1415, 2114]
sudoku-cell: 1 [1377, 1898, 1404, 1925]
sudoku-cell: 5 [1453, 2101, 1466, 2114]
sudoku-cell: 7 [1324, 1898, 1351, 1925]
sudoku-instructions: ସୁ-ଡୋ-କୁ ଏକ ଅଙ୍କ ଖେଳ । ଏଥିରେ ଥିବା ୯ଟି ବର୍ଗକୁ ୧ରୁ ୯ ପର୍ଯ୍ୟନ୍ତ ସଂଖ୍ୟା ଦ୍ୱାରା ଏପରି ପୂରଣ କରିବାକୁ ହେବ ଯେପରି ପ୍ରତ୍ୟେକ ଧାଡ଼ି, ସ୍ତମ୍ଭ ଓ ବର୍ଗରେ କୌଣସି ସଂଖ୍ୟା ପୁନରାବୃତ୍ତି ହେବନାହିଁ । [1178, 2011, 1368, 2080]
left-paragraph-2: ସୁପ୍ରିମକୋର୍ଟ ମଧ୍ୟ ଏହି ପରିସ୍ଥିତି ଉପରେ ଚିନ୍ତା ବ୍ୟକ୍ତ କରି ଦ୍ରୁତ ବିଚାର ପାଇଁ ନିର୍ଦ୍ଦେଶ ଦେଇଛନ୍ତି । ୨୦୧୦ ଅଗଷ୍ଟ ୨୫ ତାରିଖରେ କେନ୍ଦ୍ର ସରକାର ବିଚାରାଧୀନ ବନ୍ଦୀଙ୍କ ମୁକ୍ତି ପାଇଁ ଏକ ବିଶେଷ ଅଭିଯାନ ଘୋଷଣା କରିଥିଲେ । ଏହି ଅଭିଯାନ ଅନୁସାରେ ଯେଉଁ ବନ୍ଦୀମାନେ ସେମାନଙ୍କ ଅପରାଧ ପାଇଁ ନିର୍ଦ୍ଧାରିତ ସର୍ବାଧିକ ଦଣ୍ଡର ଅଧା ସମୟ ଜେଲରେ କଟାଇ ସାରିଛନ୍ତି, ସେମାନଙ୍କୁ ମୁକ୍ତ କରାଯିବାର ଥିଲା । କିନ୍ତୁ ଏହି ଅଭିଯାନର ସଫଳତା ଆଶାନୁରୂପ ହୋଇପାରିନାହିଁ । ଅନେକ ରାଜ୍ୟରେ ଏହା କେବଳ କାଗଜ କଲମରେ ସୀମିତ ରହିଛି । ଜେଲ ମାନୁଆଲରେ ସଂଶୋଧନ ଆଣି ବନ୍ଦୀଙ୍କ ଅଧିକାରକୁ ସୁରକ୍ଷିତ କରିବା ଆବଶ୍ୟକ । ଏହା ସହିତ ପୋଲିସ ସଂସ୍କାର ଓ ନ୍ୟାୟିକ ସଂସ୍କାର ମଧ୍ୟ ସମୟର ଆହ୍ୱାନ । [8, 219, 322, 345]
top-quote-box [338, 6, 962, 86]
sudoku-cell: 3 [1478, 2024, 1491, 2037]
sudoku-cell: 7 [1402, 2050, 1415, 2063]
india-map-icon [276, 7, 318, 47]
sudoku-brand-sub: Puzzles by Pappocom [1185, 1706, 1271, 1716]
editorial-3-headline: ଜନ ସମର୍ଥନ [568, 1700, 912, 1785]
contact-line: କେବଳ ସମ୍ପାଦକଙ୍କୁ ପତ୍ର, ଖବର ପାଇଁ ବ୍ୟବହାର କରନ୍ତୁ : [1205, 1324, 1468, 1338]
divider-mid-1 [4, 1106, 1154, 1107]
contact-line: ସମ୍ପାଦକ, ଧରିତ୍ରୀ, [1292, 1292, 1381, 1306]
sudoku-cell [1216, 1763, 1243, 1790]
panjika-item: • ଜୁନ୍ ୧୨ - ଉପନିର୍ବାଚନ ପାଇଁ ମତଦାନ ଅନୁଷ୍ଠିତ ହେବ । [8, 435, 234, 448]
aam-samasya-title: ଆମ ସମସ୍ୟା [1236, 10, 1380, 50]
sudoku-cell: 2 [1404, 1951, 1431, 1978]
sudoku-cell [1377, 1951, 1404, 1978]
masthead [968, 8, 1144, 84]
sudoku-cell: 2 [1428, 2024, 1441, 2037]
sudoku-cell: 7 [1453, 2088, 1466, 2101]
letter-2 [1178, 189, 1495, 308]
sudoku-cell: 1 [1402, 2088, 1415, 2101]
sudoku-cell: 9 [1453, 2113, 1466, 2126]
letter-body: କେନ୍ଦୁଝର ଜିଲ୍ଲା ଆନନ୍ଦପୁର ସବଡିଭିଜନର ଗୁରୁତ୍ୱପୂର୍ଣ୍ଣ ଘାଟି ରାସ୍ତା ଦୀର୍ଘ ଦିନ ଧରି ଅବହେଳିତ ଅବସ୍ଥାରେ ପଡ଼ି ରହିଛି । ବର୍ଷା ଦିନେ ଏହି ରାସ୍ତା ଦେଇ ଯାତାୟାତ କରିବା ଅସମ୍ଭବ ହୋଇପଡ଼େ । ଅଞ୍ଚଳର ଆଦିବାସୀ ଲୋକମାନେ ହାଟ, ବଜାର ଓ ଡାକ୍ତରଖାନା ଯିବାକୁ ବହୁ କଷ୍ଟ ସହୁଛନ୍ତି । ଏଣୁ ସମ୍ପୃକ୍ତ ବିଭାଗ ଶୀଘ୍ର ଏହି ରାସ୍ତା ନିର୍ମାଣ କାର୍ଯ୍ୟ ଆରମ୍ଭ କରିବାକୁ ଅନୁରୋଧ । [1178, 222, 1495, 291]
sudoku-cell: 6 [1428, 2113, 1441, 2126]
sudoku-cell [1404, 1817, 1431, 1844]
sudoku-cell: 8 [1415, 2075, 1428, 2089]
sudoku-cell: 5 [1428, 2011, 1441, 2024]
